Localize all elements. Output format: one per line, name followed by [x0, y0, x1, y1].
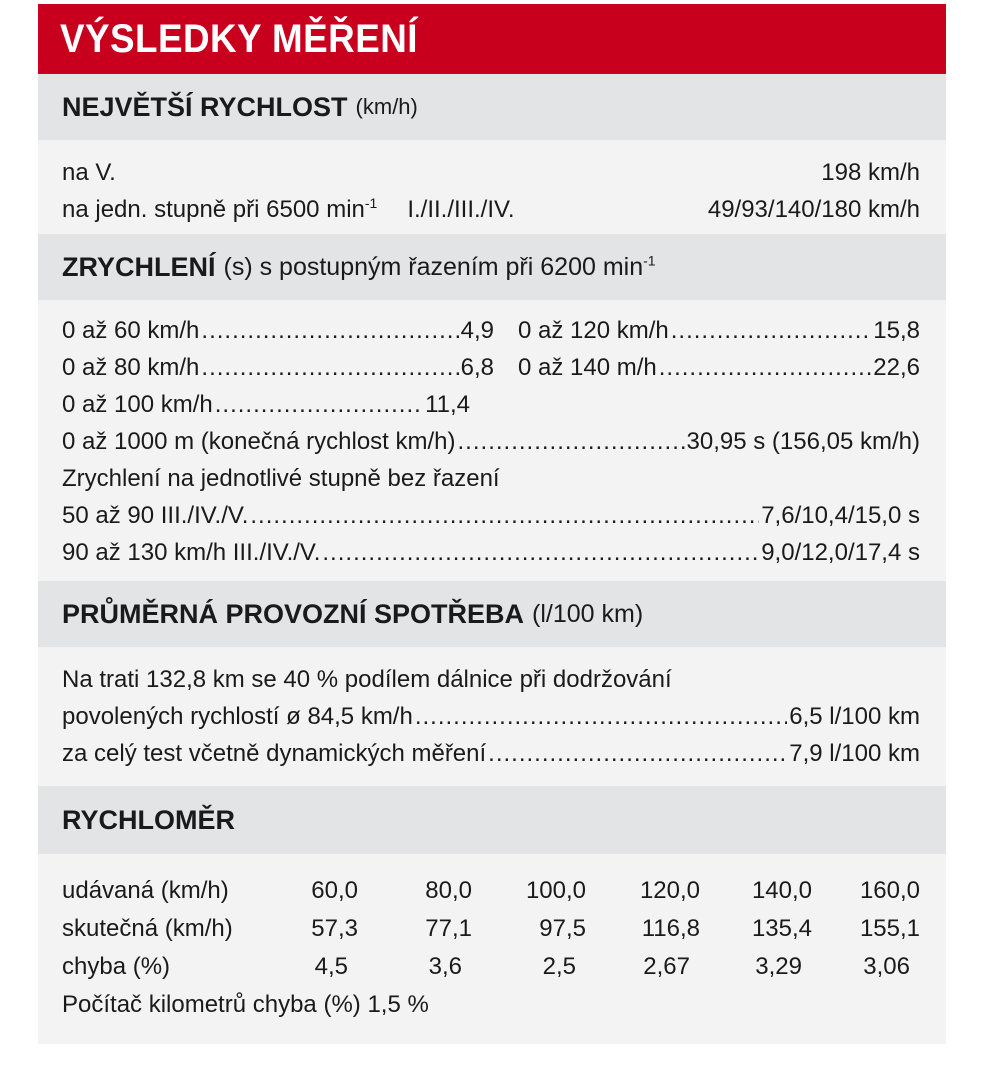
table-row-label: skutečná (km/h): [62, 915, 233, 942]
row-label: na jedn. stupně při 6500 $\min^{-1} I./II./III./IV$.: [62, 195, 515, 223]
table-row-label: chyba (%): [62, 953, 171, 980]
list-item: za celý test včetně dynamických měření ..... 7,9 l/100 km: [62, 735, 920, 772]
top-speed-row: [62, 154, 920, 191]
list-item: 50 až 90 III./IV./V. ..... 7,6/10,4/15,0 s: [62, 497, 920, 534]
list-item: 0 až 140 m/h ..... 22,6: [518, 349, 920, 386]
table-cell: 80,0: [425, 877, 472, 904]
table-cell: 77,1: [425, 915, 472, 942]
list-item: 0 až 1000 m (konečná rychlost km/h) ..... 30,95 s (156,05 km/h): [62, 423, 920, 460]
section-unit: (km/h): [355, 94, 418, 119]
acceleration-right-column: [518, 312, 920, 423]
section-header-acceleration: [38, 234, 946, 300]
table-cell: 3,6: [428, 953, 462, 980]
table-cell: 155,1: [859, 915, 920, 942]
section-header-consumption: [38, 581, 946, 647]
gear-list: I./II./III./IV.: [407, 196, 515, 223]
section-unit: (l/100 km): [532, 599, 644, 628]
list-item: povolených rychlostí ø 84,5 km/h ..... 6,5 l/100 km: [62, 698, 920, 735]
table-cell: 135,4: [751, 915, 812, 942]
results-panel: [38, 4, 946, 1044]
table-cell: 4,5: [314, 953, 348, 980]
odometer-error: Počítač kilometrů chyba (%) 1,5 %: [62, 991, 429, 1018]
section-title: PRŮMĚRNÁ PROVOZNÍ SPOTŘEBA: [62, 598, 525, 629]
speedometer-table: [62, 872, 920, 986]
section-title: NEJVĚTŠÍ RYCHLOST: [62, 91, 348, 122]
section-title: RYCHLOMĚR: [62, 804, 235, 835]
gear-speed-row: [62, 191, 920, 228]
section-body-speedometer: [38, 854, 946, 1044]
acceleration-columns: [62, 312, 920, 423]
row-value: 49/93/140/180 km/h: [707, 196, 920, 223]
section-body-top-speed: [38, 140, 946, 234]
list-item: 0 až 100 km/h ..... 11,4: [62, 386, 470, 423]
table-cell: 3,29: [755, 953, 802, 980]
table-cell: 116,8: [641, 915, 700, 942]
list-item: 0 až 60 km/h ..... 4,9: [62, 312, 494, 349]
page-title: VÝSLEDKY MĚŘENÍ: [60, 16, 418, 61]
section-body-consumption: [38, 647, 946, 786]
table-cell: 97,5: [539, 915, 586, 942]
table-cell: 100,0: [525, 877, 586, 904]
section-header-speedometer: [38, 786, 946, 854]
consumption-description: Na trati 132,8 km se 40 % podílem dálnice při dodržování: [62, 666, 672, 693]
table-cell: 57,3: [311, 915, 358, 942]
acceleration-left-column: [62, 312, 494, 423]
table-cell: 160,0: [859, 877, 920, 904]
table-cell: 3,06: [863, 953, 910, 980]
title-bar: [38, 4, 946, 74]
table-row-label: udávaná (km/h): [62, 877, 229, 904]
section-body-acceleration: [38, 300, 946, 581]
table-cell: 140,0: [751, 877, 812, 904]
row-value: 198 km/h: [821, 159, 920, 186]
section-subtitle: (s) s postupným řazením při 6200 $\min^{-1}$: [223, 252, 656, 281]
table-cell: 2,5: [542, 953, 576, 980]
section-title: ZRYCHLENÍ: [62, 251, 216, 282]
table-cell: 120,0: [639, 877, 700, 904]
section-header-top-speed: [38, 74, 946, 140]
gear-acceleration-heading: Zrychlení na jednotlivé stupně bez řazení: [62, 465, 500, 492]
list-item: 0 až 80 km/h ..... 6,8: [62, 349, 494, 386]
list-item: 90 až 130 km/h III./IV./V. ..... 9,0/12,0/17,4 s: [62, 534, 920, 571]
table-cell: 2,67: [643, 953, 690, 980]
table-cell: 60,0: [311, 877, 358, 904]
row-label: na V.: [62, 159, 116, 186]
list-item: 0 až 120 km/h ..... 15,8: [518, 312, 920, 349]
